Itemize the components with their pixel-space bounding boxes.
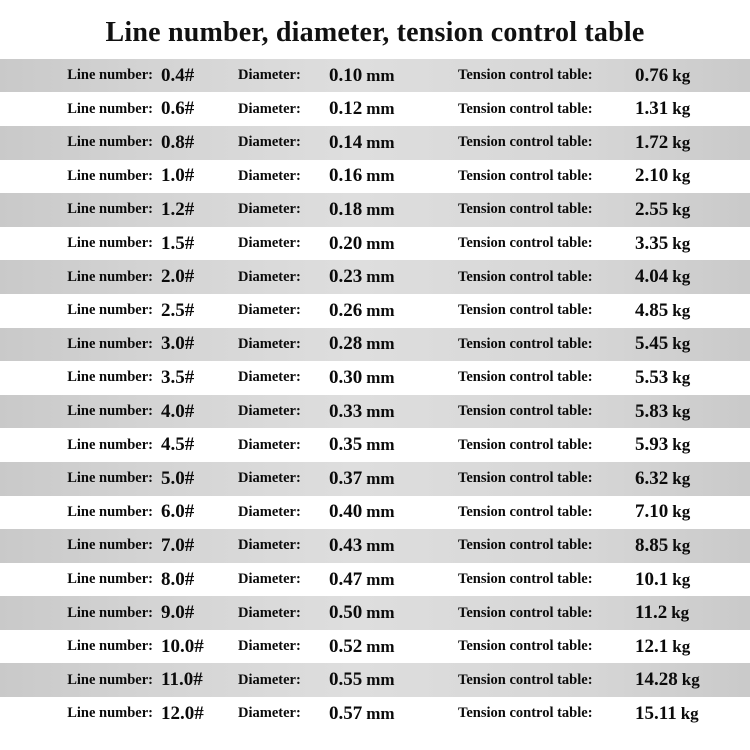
tension-value-cell [631,193,750,227]
diameter-value-cell [325,160,448,194]
tension-value-cell [631,227,750,261]
tension-value-cell [631,563,750,597]
line-number-label: Line number: [67,503,153,520]
line-number-value: 1.5# [161,232,195,254]
table-row [0,160,750,194]
diameter-value-cell [325,529,448,563]
line-number-label: Line number: [67,638,153,655]
diameter-value-cell [325,92,448,126]
line-number-value: 0.8# [161,131,195,153]
diameter-label: Diameter: [238,201,301,218]
tension-value: 1.72 [635,131,669,153]
spec-table [0,59,750,731]
tension-value-cell [631,496,750,530]
tension-unit: kg [672,334,691,354]
diameter-unit: mm [366,132,395,152]
tension-value: 12.1 [635,635,669,657]
table-row [0,92,750,126]
diameter-label: Diameter: [238,403,301,420]
tension-unit: kg [672,99,691,119]
diameter-unit: mm [366,267,395,287]
diameter-unit: mm [366,99,395,119]
table-row [0,328,750,362]
table-row [0,462,750,496]
tension-unit: kg [680,703,699,723]
tension-unit: kg [672,166,691,186]
tension-unit: kg [672,535,691,555]
diameter-label: Diameter: [238,503,301,520]
diameter-label: Diameter: [238,369,301,386]
tension-value-cell [631,294,750,328]
diameter-value-cell [325,59,448,93]
line-number-label: Line number: [67,604,153,621]
line-number-value: 12.0# [161,702,204,724]
tension-value: 1.31 [635,98,669,120]
diameter-unit: mm [366,636,395,656]
diameter-label: Diameter: [238,268,301,285]
tension-unit: kg [672,267,691,287]
tension-unit: kg [672,468,691,488]
tension-label: Tension control table: [458,705,593,722]
tension-unit: kg [672,435,691,455]
tension-value-cell [631,260,750,294]
table-row [0,126,750,160]
tension-value: 2.55 [635,198,669,220]
diameter-unit: mm [366,435,395,455]
table-row [0,596,750,630]
diameter-value-cell [325,260,448,294]
diameter-label: Diameter: [238,537,301,554]
diameter-label: Diameter: [238,470,301,487]
line-number-label: Line number: [67,671,153,688]
diameter-value: 0.28 [329,333,363,355]
line-number-label: Line number: [67,705,153,722]
diameter-value: 0.55 [329,669,363,691]
diameter-value: 0.30 [329,366,363,388]
diameter-label: Diameter: [238,134,301,151]
tension-label: Tension control table: [458,67,593,84]
table-row [0,563,750,597]
page-title: Line number, diameter, tension control table [105,17,645,48]
tension-value: 6.32 [635,467,669,489]
tension-value-cell [631,361,750,395]
tension-value-cell [631,160,750,194]
table-row [0,529,750,563]
diameter-unit: mm [366,300,395,320]
diameter-label: Diameter: [238,671,301,688]
tension-unit: kg [671,603,690,623]
line-number-value: 4.5# [161,434,195,456]
diameter-label: Diameter: [238,335,301,352]
diameter-label: Diameter: [238,302,301,319]
tension-label: Tension control table: [458,167,593,184]
tension-label: Tension control table: [458,537,593,554]
diameter-value: 0.43 [329,534,363,556]
line-number-label: Line number: [67,403,153,420]
diameter-value-cell [325,462,448,496]
line-number-label: Line number: [67,470,153,487]
line-number-value: 5.0# [161,467,195,489]
table-row [0,361,750,395]
diameter-unit: mm [366,502,395,522]
tension-value-cell [631,596,750,630]
diameter-label: Diameter: [238,167,301,184]
line-number-label: Line number: [67,369,153,386]
tension-value-cell [631,126,750,160]
diameter-value: 0.20 [329,232,363,254]
line-number-value: 8.0# [161,568,195,590]
diameter-value: 0.50 [329,602,363,624]
tension-value-cell [631,630,750,664]
tension-value-cell [631,462,750,496]
line-number-label: Line number: [67,235,153,252]
tension-value-cell [631,663,750,697]
tension-value: 5.45 [635,333,669,355]
table-row [0,428,750,462]
diameter-value: 0.18 [329,198,363,220]
tension-label: Tension control table: [458,604,593,621]
line-number-label: Line number: [67,134,153,151]
diameter-value-cell [325,126,448,160]
diameter-value-cell [325,630,448,664]
tension-value: 3.35 [635,232,669,254]
diameter-value-cell [325,697,448,731]
tension-label: Tension control table: [458,503,593,520]
tension-value-cell [631,697,750,731]
table-row [0,59,750,93]
tension-unit: kg [672,233,691,253]
diameter-unit: mm [366,603,395,623]
tension-value: 15.11 [635,702,677,724]
tension-value-cell [631,529,750,563]
line-number-value: 3.5# [161,366,195,388]
diameter-unit: mm [366,334,395,354]
tension-unit: kg [672,636,691,656]
tension-label: Tension control table: [458,302,593,319]
diameter-label: Diameter: [238,235,301,252]
diameter-value-cell [325,428,448,462]
line-number-label: Line number: [67,167,153,184]
line-number-label: Line number: [67,571,153,587]
tension-unit: kg [672,401,691,421]
diameter-value-cell [325,496,448,530]
table-row [0,630,750,664]
tension-label: Tension control table: [458,403,593,420]
diameter-value: 0.47 [329,568,363,590]
diameter-value-cell [325,294,448,328]
diameter-value-cell [325,328,448,362]
line-number-label: Line number: [67,537,153,554]
diameter-unit: mm [366,401,395,421]
diameter-value: 0.35 [329,434,363,456]
tension-value: 4.85 [635,299,669,321]
line-number-value: 1.2# [161,198,195,220]
line-number-value: 11.0# [161,669,203,691]
diameter-value: 0.10 [329,64,363,86]
line-number-value: 4.0# [161,400,195,422]
tension-unit: kg [672,569,691,589]
line-number-label: Line number: [67,302,153,319]
diameter-label: Diameter: [238,638,301,655]
tension-unit: kg [681,670,700,690]
table-row [0,697,750,731]
tension-label: Tension control table: [458,571,593,587]
diameter-value: 0.12 [329,98,363,120]
diameter-unit: mm [366,233,395,253]
tension-label: Tension control table: [458,369,593,386]
line-number-value: 10.0# [161,635,204,657]
tension-label: Tension control table: [458,638,593,655]
table-row [0,294,750,328]
diameter-value-cell [325,563,448,597]
tension-unit: kg [672,367,691,387]
line-number-label: Line number: [67,335,153,352]
diameter-value: 0.57 [329,702,363,724]
diameter-label: Diameter: [238,571,301,587]
tension-unit: kg [672,502,691,522]
table-body [0,59,750,731]
tension-label: Tension control table: [458,268,593,285]
line-number-value: 9.0# [161,602,195,624]
diameter-label: Diameter: [238,67,301,84]
tension-value: 10.1 [635,568,669,590]
line-number-value: 6.0# [161,501,195,523]
diameter-value-cell [325,395,448,429]
diameter-label: Diameter: [238,436,301,453]
tension-value-cell [631,92,750,126]
tension-value-cell [631,59,750,93]
line-number-label: Line number: [67,268,153,285]
diameter-unit: mm [366,670,395,690]
tension-label: Tension control table: [458,436,593,453]
line-number-value: 1.0# [161,165,195,187]
tension-unit: kg [672,199,691,219]
diameter-value: 0.16 [329,165,363,187]
diameter-value-cell [325,663,448,697]
tension-label: Tension control table: [458,470,593,487]
table-row [0,260,750,294]
table-row [0,395,750,429]
diameter-value: 0.26 [329,299,363,321]
tension-value: 0.76 [635,64,669,86]
line-number-value: 0.6# [161,98,195,120]
diameter-value-cell [325,596,448,630]
line-number-value: 3.0# [161,333,195,355]
line-number-label: Line number: [67,100,153,117]
tension-label: Tension control table: [458,335,593,352]
diameter-unit: mm [366,166,395,186]
diameter-unit: mm [366,367,395,387]
table-row [0,227,750,261]
diameter-value: 0.52 [329,635,363,657]
diameter-unit: mm [366,65,395,85]
table-row [0,193,750,227]
diameter-unit: mm [366,468,395,488]
diameter-label: Diameter: [238,705,301,722]
tension-value: 7.10 [635,501,669,523]
diameter-value-cell [325,193,448,227]
tension-value-cell [631,328,750,362]
line-number-label: Line number: [67,67,153,84]
line-number-value: 7.0# [161,534,195,556]
diameter-unit: mm [366,199,395,219]
diameter-value: 0.23 [329,266,363,288]
tension-value: 5.83 [635,400,669,422]
tension-label: Tension control table: [458,671,593,688]
tension-value: 4.04 [635,266,669,288]
tension-label: Tension control table: [458,201,593,218]
tension-unit: kg [672,65,691,85]
tension-value: 14.28 [635,669,678,691]
line-number-value: 0.4# [161,64,195,86]
diameter-label: Diameter: [238,604,301,621]
tension-value: 11.2 [635,602,668,624]
tension-value: 5.93 [635,434,669,456]
diameter-value: 0.14 [329,131,363,153]
tension-value: 5.53 [635,366,669,388]
line-number-value: 2.0# [161,266,195,288]
diameter-unit: mm [366,535,395,555]
tension-label: Tension control table: [458,100,593,117]
tension-value: 8.85 [635,534,669,556]
line-number-value: 2.5# [161,299,195,321]
tension-value-cell [631,395,750,429]
diameter-value: 0.37 [329,467,363,489]
tension-value: 2.10 [635,165,669,187]
table-row [0,496,750,530]
diameter-value: 0.40 [329,501,363,523]
tension-label: Tension control table: [458,235,593,252]
diameter-value-cell [325,227,448,261]
diameter-label: Diameter: [238,100,301,117]
diameter-value: 0.33 [329,400,363,422]
diameter-unit: mm [366,569,395,589]
table-row [0,663,750,697]
diameter-unit: mm [366,703,395,723]
tension-value-cell [631,428,750,462]
tension-unit: kg [672,300,691,320]
diameter-value-cell [325,361,448,395]
line-number-label: Line number: [67,436,153,453]
line-number-label: Line number: [67,201,153,218]
tension-label: Tension control table: [458,134,593,151]
tension-unit: kg [672,132,691,152]
